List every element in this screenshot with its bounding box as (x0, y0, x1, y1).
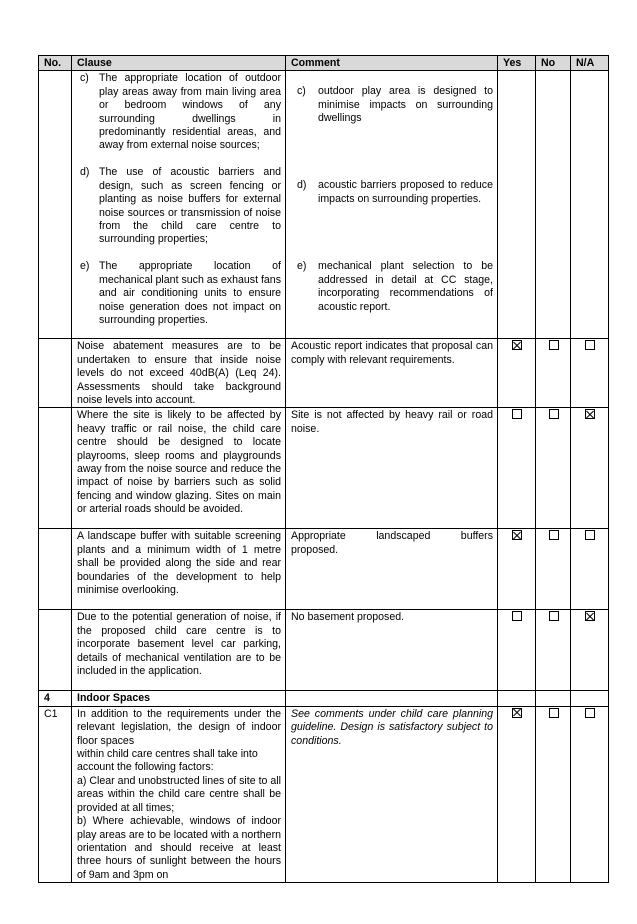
clause-cell (72, 71, 286, 339)
clause-text: a) Clear and unobstructed lines of site to all areas within the child care centre shall be provided at all times; (77, 774, 281, 814)
clause-text: Due to the potential generation of noise, if the proposed child care centre is to incorporate basement level car parking, details of mechanical ventilation are to be included in the application. (72, 610, 286, 691)
list-label: e) (80, 260, 90, 273)
no-checkbox[interactable] (549, 611, 559, 621)
comment-cell (286, 71, 498, 339)
na-checkbox[interactable] (585, 708, 595, 718)
table-row (39, 529, 609, 610)
clause-text: The appropriate location of mechanical plant such as exhaust fans and air conditioning units to ensure noise generation does not impact on surrounding properties. (99, 260, 281, 327)
clause-text: b) Where achievable, windows of indoor play areas are to be located with a northern orientation and should receive at least three hours of sunlight between the hours of 9am and 3pm on (77, 815, 281, 881)
na-checkbox[interactable] (585, 530, 595, 540)
table-row (39, 610, 609, 691)
header-comment: Comment (286, 56, 498, 71)
list-label: e) (297, 260, 307, 273)
na-checkbox[interactable] (585, 340, 595, 350)
yes-checkbox[interactable] (512, 611, 522, 621)
row-number (39, 408, 72, 529)
comment-text: mechanical plant selection to be addressed in detail at CC stage, incorporating recommendations of acoustic report. (318, 260, 493, 313)
clause-text: The appropriate location of outdoor play areas away from main living area or bedroom windows of any surrounding dwellings in predominantly residential areas, and away from external noise sources; (99, 72, 281, 152)
row-number (39, 339, 72, 408)
yes-checkbox-checked[interactable] (512, 708, 522, 718)
clause-cell (72, 706, 286, 882)
clause-text: within child care centres shall take into account the following factors: (77, 748, 258, 774)
section-number: 4 (39, 691, 72, 706)
list-label: d) (80, 166, 90, 179)
row-number (39, 71, 72, 339)
row-number: C1 (39, 706, 72, 882)
clause-text: The use of acoustic barriers and design, such as screen fencing or planting as noise buffers for external noise sources or transmission of noise from the child care centre to surrounding properties; (99, 166, 281, 246)
yes-checkbox-checked[interactable] (512, 340, 522, 350)
header-row (39, 56, 609, 71)
no-checkbox[interactable] (549, 708, 559, 718)
na-checkbox-checked[interactable] (585, 409, 595, 419)
clause-text: A landscape buffer with suitable screening plants and a minimum width of 1 metre shall be provided along the side and rear boundaries of the development to help minimise overlooking. (72, 529, 286, 610)
no-checkbox[interactable] (549, 409, 559, 419)
yes-cell (498, 71, 536, 339)
header-yes: Yes (498, 56, 536, 71)
comment-text: Site is not affected by heavy rail or road noise. (286, 408, 498, 529)
no-checkbox[interactable] (549, 530, 559, 540)
na-checkbox-checked[interactable] (585, 611, 595, 621)
clause-text: Noise abatement measures are to be undertaken to ensure that inside noise levels do not exceed 40dB(A) (Leq 24). Assessments should take background noise levels into account. (72, 339, 286, 408)
clause-text: In addition to the requirements under the relevant legislation, the design of indoor floor spaces (77, 707, 281, 747)
no-checkbox[interactable] (549, 340, 559, 350)
comment-text: Appropriate landscaped buffers proposed. (286, 529, 498, 610)
comment-text: outdoor play area is designed to minimise impacts on surrounding dwellings (318, 85, 493, 125)
comment-text: See comments under child care planning guideline. Design is satisfactory subject to conditions. (286, 706, 498, 882)
header-clause: Clause (72, 56, 286, 71)
clause-text: Where the site is likely to be affected by heavy traffic or rail noise, the child care centre should be designed to locate playrooms, sleep rooms and playgrounds away from the noise source and reduce the impact of noise by barriers such as solid fencing and window glazing. Sites on main or arterial roads should be avoided. (72, 408, 286, 529)
table-row (39, 408, 609, 529)
table-row (39, 706, 609, 882)
yes-checkbox[interactable] (512, 409, 522, 419)
list-label: d) (297, 179, 307, 192)
comment-text: No basement proposed. (286, 610, 498, 691)
row-number (39, 610, 72, 691)
table-row (39, 339, 609, 408)
section-title: Indoor Spaces (72, 691, 286, 706)
header-no: No. (39, 56, 72, 71)
section-row (39, 691, 609, 706)
header-na: N/A (571, 56, 609, 71)
no-cell (536, 71, 571, 339)
comment-text: Acoustic report indicates that proposal can comply with relevant requirements. (286, 339, 498, 408)
list-label: c) (297, 85, 306, 98)
compliance-table (38, 55, 609, 883)
header-no-col: No (536, 56, 571, 71)
table-row (39, 71, 609, 339)
na-cell (571, 71, 609, 339)
yes-checkbox-checked[interactable] (512, 530, 522, 540)
list-label: c) (80, 72, 89, 85)
comment-text: acoustic barriers proposed to reduce impacts on surrounding properties. (318, 179, 493, 205)
row-number (39, 529, 72, 610)
